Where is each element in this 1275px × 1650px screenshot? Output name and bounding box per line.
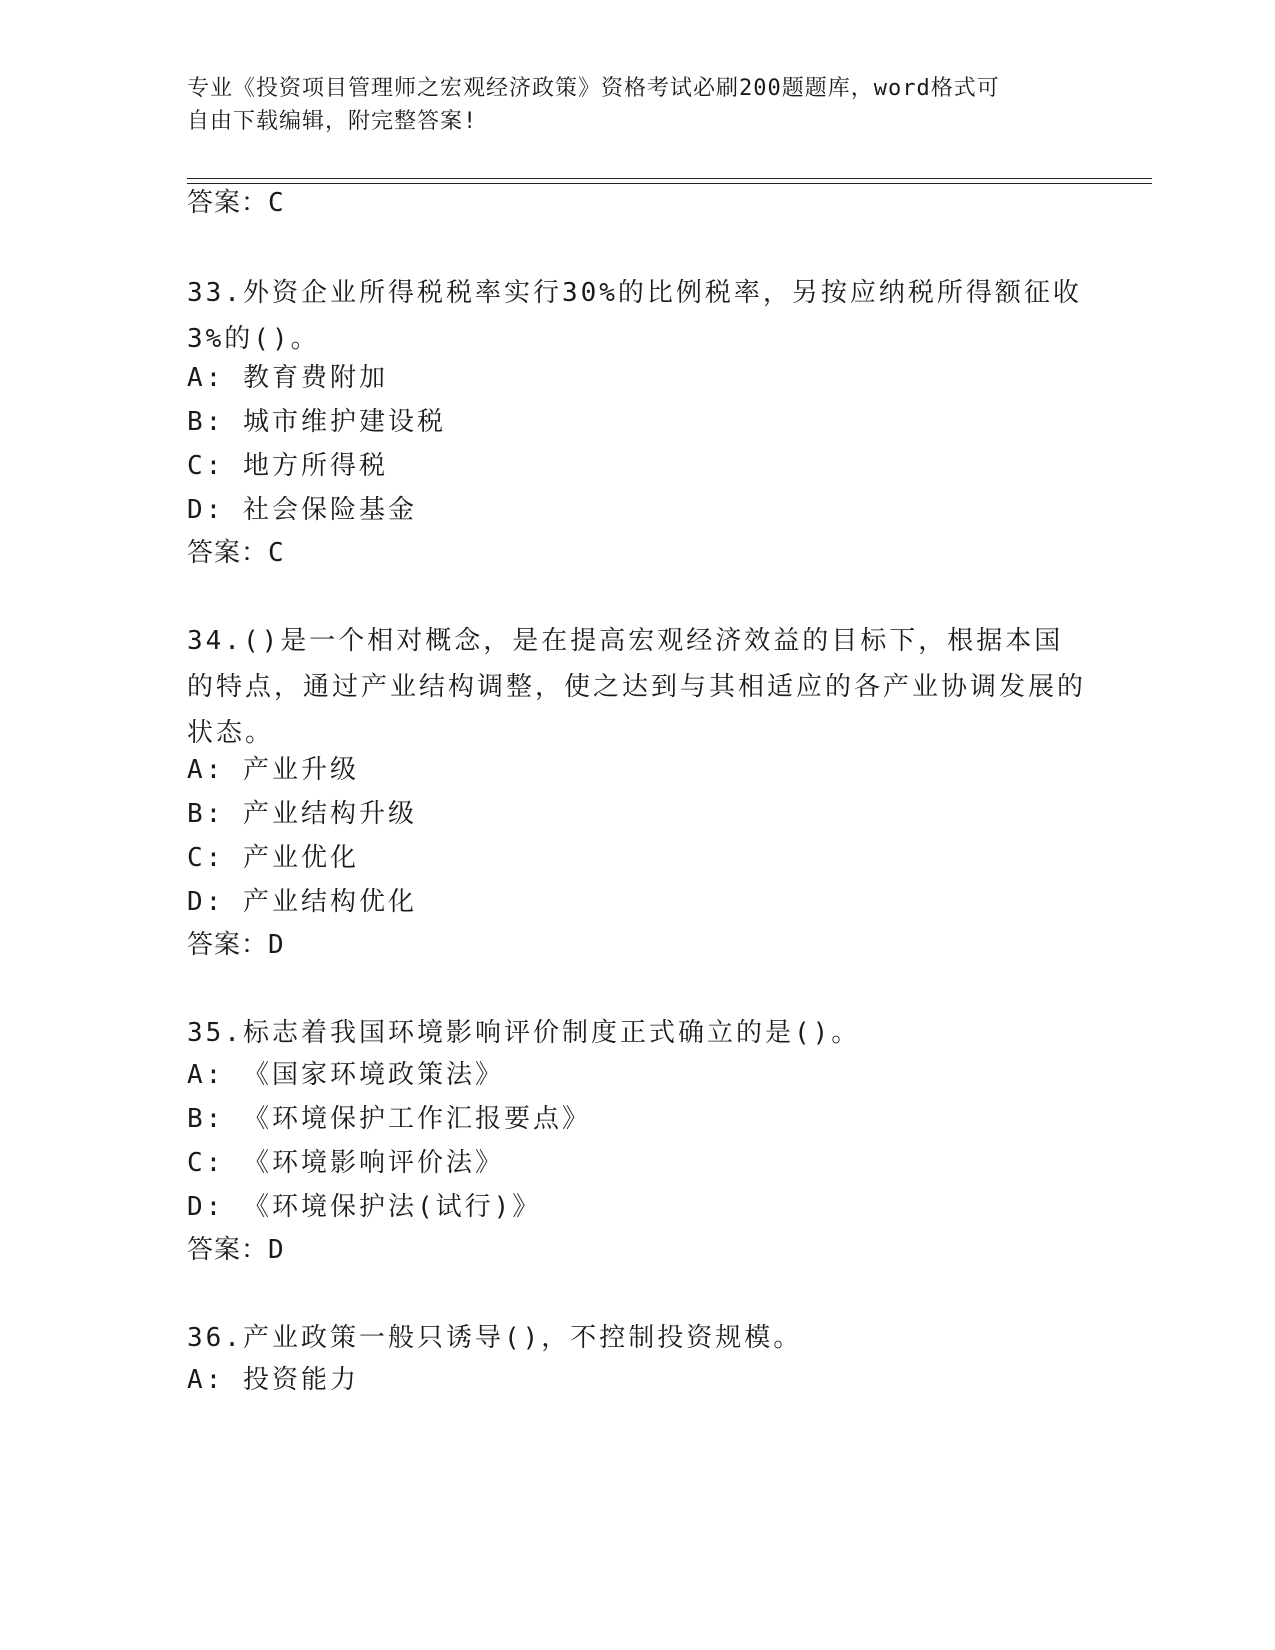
question-35-option-a: A: 《国家环境政策法》 — [187, 1060, 504, 1090]
question-34-option-c: C: 产业优化 — [187, 843, 359, 873]
prev-answer: 答案：C — [187, 188, 285, 218]
question-35-option-c: C: 《环境影响评价法》 — [187, 1148, 504, 1178]
question-33-answer: 答案：C — [187, 538, 285, 568]
question-35-option-d: D: 《环境保护法(试行)》 — [187, 1192, 542, 1222]
question-33-option-d: D: 社会保险基金 — [187, 495, 417, 525]
question-33-option-a: A: 教育费附加 — [187, 363, 388, 393]
question-34-answer: 答案：D — [187, 930, 285, 960]
header-divider-second — [187, 183, 1152, 184]
header-divider — [187, 178, 1152, 179]
question-34-option-d: D: 产业结构优化 — [187, 887, 417, 917]
question-35-answer: 答案：D — [187, 1235, 285, 1265]
question-33-option-b: B: 城市维护建设税 — [187, 407, 446, 437]
question-36-text: 36.产业政策一般只诱导()，不控制投资规模。 — [187, 1323, 803, 1353]
question-34-option-a: A: 产业升级 — [187, 755, 359, 785]
question-35-text: 35.标志着我国环境影响评价制度正式确立的是()。 — [187, 1018, 861, 1048]
question-33-text: 33.外资企业所得税税率实行30%的比例税率，另按应纳税所得额征收3%的()。 — [187, 278, 1082, 354]
header-line-2: 自由下载编辑，附完整答案! — [187, 109, 478, 134]
question-34-text: 34.()是一个相对概念，是在提高宏观经济效益的目标下，根据本国的特点，通过产业结构调整，使之达到与其相适应的各产业协调发展的状态。 — [187, 626, 1087, 748]
question-36-option-a: A: 投资能力 — [187, 1365, 359, 1395]
header-line-1: 专业《投资项目管理师之宏观经济政策》资格考试必刷200题题库，word格式可 — [187, 76, 1000, 101]
question-35-option-b: B: 《环境保护工作汇报要点》 — [187, 1104, 591, 1134]
question-34-option-b: B: 产业结构升级 — [187, 799, 417, 829]
question-33-option-c: C: 地方所得税 — [187, 451, 388, 481]
document-header — [187, 72, 1067, 138]
